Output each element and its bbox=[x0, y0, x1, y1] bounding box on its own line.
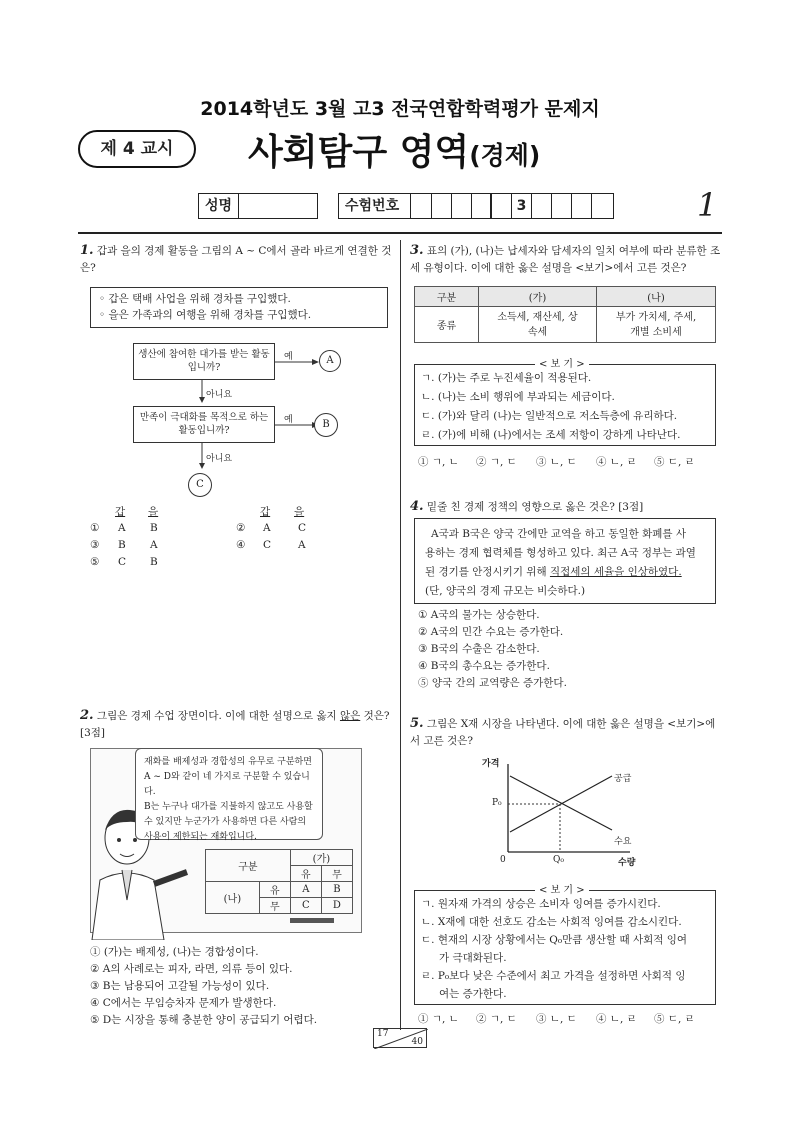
bubble-line: A ~ D와 같이 네 가지로 구분할 수 있습니다. bbox=[144, 772, 310, 797]
q2-goods-table bbox=[205, 849, 353, 914]
q3-tax-table bbox=[414, 286, 716, 343]
q5-bogi-box bbox=[414, 890, 716, 1005]
bubble-line: 재화를 배제성과 경합성의 유무로 구분하면 bbox=[144, 757, 312, 767]
subject-main: 사회탐구 영역 bbox=[248, 132, 470, 173]
q3-bogi-label: < 보 기 > bbox=[535, 355, 589, 370]
q5-option-1[interactable]: ① ㄱ, ㄴ bbox=[418, 1013, 459, 1025]
q5-p0-label: P₀ bbox=[492, 798, 502, 808]
name-field[interactable] bbox=[198, 193, 318, 219]
q2-table-cell: C bbox=[290, 898, 321, 914]
q1-number: 1. bbox=[80, 243, 94, 258]
q2-option-4[interactable]: ④ C에서는 무임승차자 문제가 발생한다. bbox=[90, 997, 277, 1009]
q1-option-5[interactable]: ⑤ bbox=[90, 556, 100, 568]
footer-total: 40 bbox=[411, 1037, 423, 1047]
q1-option-value: A bbox=[150, 539, 158, 551]
q5-demand-label: 수요 bbox=[614, 837, 632, 847]
bubble-line: 수 있지만 누군가가 사용하면 다른 사람의 bbox=[144, 817, 307, 827]
q3-na-items: 부가 가치세, 주세, 개별 소비세 bbox=[597, 307, 716, 343]
q3-th: 구분 bbox=[415, 287, 479, 307]
q2-number: 2. bbox=[80, 708, 94, 723]
q5-bogi-item: ㄹ. P₀보다 낮은 수준에서 최고 가격을 설정하면 사회적 잉 bbox=[421, 970, 686, 982]
q1-option-value: C bbox=[298, 522, 307, 534]
q4-option-3[interactable]: ③ B국의 수출은 감소한다. bbox=[418, 643, 540, 655]
q2-table-cell: D bbox=[321, 898, 352, 914]
q1-info-box bbox=[90, 287, 388, 328]
q1-flow-question-2: 만족이 극대화를 목적으로 하는 활동입니까? bbox=[133, 406, 275, 443]
q1-col-gap: 갑 bbox=[115, 506, 126, 518]
q1-no-label: 아니요 bbox=[206, 454, 233, 464]
q5-stem bbox=[410, 715, 722, 750]
q2-table-header: 구분 bbox=[206, 850, 291, 882]
q3-th: (가) bbox=[479, 287, 597, 307]
q3-text: 표의 (가), (나)는 납세자와 담세자의 일치 여부에 따라 분류한 조세 유형이다. 이에 대한 옳은 설명을 <보기>에서 고른 것은? bbox=[410, 245, 721, 274]
q3-option-1[interactable]: ① ㄱ, ㄴ bbox=[418, 456, 459, 468]
exam-number-label: 수험번호 bbox=[339, 194, 411, 218]
q5-option-5[interactable]: ⑤ ㄷ, ㄹ bbox=[654, 1013, 695, 1025]
q2-text: 것은? [3점] bbox=[80, 710, 390, 739]
q3-number: 3. bbox=[410, 243, 424, 258]
q1-node-a: A bbox=[319, 350, 341, 372]
q3-th: (나) bbox=[597, 287, 716, 307]
q5-q0-label: Q₀ bbox=[553, 855, 564, 865]
q1-option-value: B bbox=[150, 556, 158, 568]
exam-number-digit: 3 bbox=[512, 194, 532, 218]
q4-option-5[interactable]: ⑤ 양국 간의 교역량은 증가한다. bbox=[418, 677, 567, 689]
q2-option-2[interactable]: ② A의 사례로는 피자, 라면, 의류 등이 있다. bbox=[90, 963, 293, 975]
q2-table-cell: B bbox=[321, 882, 352, 898]
q5-ylabel: 가격 bbox=[482, 759, 500, 769]
q3-row-label: 종류 bbox=[415, 307, 479, 343]
q3-bogi-item: ㄷ. (가)와 달리 (나)는 일반적으로 저소득층에 유리하다. bbox=[421, 410, 678, 422]
subject-title bbox=[248, 124, 540, 175]
exam-number-field[interactable] bbox=[338, 193, 614, 219]
chalk-tray bbox=[290, 918, 334, 923]
q5-bogi-item: ㄷ. 현재의 시장 상황에서는 Q₀만큼 생산할 때 사회적 잉여 bbox=[421, 934, 688, 946]
q5-bogi-item: 여는 증가한다. bbox=[439, 988, 507, 1000]
q2-table-cell: 유 bbox=[259, 882, 290, 898]
q1-option-value: C bbox=[263, 539, 272, 551]
q5-text: 그림은 X재 시장을 나타낸다. 이에 대한 옳은 설명을 <보기>에서 고른 것은? bbox=[410, 718, 716, 747]
q2-text-underlined: 않은 bbox=[339, 710, 361, 722]
q2-speech-bubble bbox=[135, 748, 323, 840]
q4-stem bbox=[410, 498, 722, 516]
q3-bogi-box bbox=[414, 364, 716, 446]
q1-col-eul: 을 bbox=[148, 506, 159, 518]
q3-option-2[interactable]: ② ㄱ, ㄷ bbox=[476, 456, 517, 468]
q5-option-2[interactable]: ② ㄱ, ㄷ bbox=[476, 1013, 517, 1025]
q1-option-value: C bbox=[118, 556, 127, 568]
q5-number: 5. bbox=[410, 716, 424, 731]
q5-bogi-label: < 보 기 > bbox=[535, 881, 589, 896]
bubble-line: 사용이 제한되는 재화입니다. bbox=[144, 832, 257, 842]
q1-info-line: ◦ 갑은 택배 사업을 위해 경차를 구입했다. bbox=[99, 293, 291, 305]
q5-option-4[interactable]: ④ ㄴ, ㄹ bbox=[596, 1013, 637, 1025]
q4-passage-line: A국과 B국은 양국 간에만 교역을 하고 동일한 화폐를 사 bbox=[431, 528, 687, 540]
q4-passage-line: 된 경기를 안정시키기 위해 bbox=[425, 566, 550, 578]
q1-info-line: ◦ 을은 가족과의 여행을 위해 경차를 구입했다. bbox=[99, 309, 312, 321]
q1-yes-label: 예 bbox=[284, 352, 293, 362]
q1-stem bbox=[80, 242, 392, 277]
q2-option-3[interactable]: ③ B는 남용되어 고갈될 가능성이 있다. bbox=[90, 980, 270, 992]
q2-table-cell: A bbox=[290, 882, 321, 898]
q1-option-value: B bbox=[118, 539, 126, 551]
q1-col-eul: 을 bbox=[294, 506, 305, 518]
exam-title: 2014학년도 3월 고3 전국연합학력평가 문제지 bbox=[200, 98, 600, 120]
q1-option-2[interactable]: ② bbox=[236, 522, 246, 534]
q4-passage-line: 용하는 경제 협력체를 형성하고 있다. 최근 A국 정부는 과열 bbox=[425, 547, 696, 559]
q1-option-value: A bbox=[298, 539, 306, 551]
q1-option-value: A bbox=[118, 522, 126, 534]
q1-option-value: B bbox=[150, 522, 158, 534]
q5-bogi-item: ㄴ. X재에 대한 선호도 감소는 사회적 잉여를 감소시킨다. bbox=[421, 916, 682, 928]
footer-page: 17 bbox=[377, 1029, 389, 1039]
q1-no-label: 아니요 bbox=[206, 390, 233, 400]
column-divider bbox=[400, 240, 401, 1030]
q5-supply-label: 공급 bbox=[614, 774, 632, 784]
q2-table-na: (나) bbox=[206, 882, 260, 914]
q4-passage-box bbox=[414, 518, 716, 604]
q5-option-3[interactable]: ③ ㄴ, ㄷ bbox=[536, 1013, 577, 1025]
q1-flow-question-1: 생산에 참여한 대가를 받는 활동입니까? bbox=[133, 343, 275, 380]
q4-option-2[interactable]: ② A국의 민간 수요는 증가한다. bbox=[418, 626, 564, 638]
q1-option-4[interactable]: ④ bbox=[236, 539, 246, 551]
q5-bogi-item: ㄱ. 원자재 가격의 상승은 소비자 잉여를 증가시킨다. bbox=[421, 898, 661, 910]
q3-ga-items: 소득세, 재산세, 상속세 bbox=[479, 307, 597, 343]
q1-option-3[interactable]: ③ bbox=[90, 539, 100, 551]
q1-option-value: A bbox=[263, 522, 271, 534]
q5-bogi-item: 가 극대화된다. bbox=[439, 952, 507, 964]
q1-yes-label: 예 bbox=[284, 415, 293, 425]
q4-underlined-policy: 직접세의 세율을 인상하였다. bbox=[549, 566, 682, 578]
q3-bogi-item: ㄴ. (나)는 소비 행위에 부과되는 세금이다. bbox=[421, 391, 615, 403]
q2-table-cell: 유 bbox=[290, 866, 321, 882]
q2-option-5[interactable]: ⑤ D는 시장을 통해 충분한 양이 공급되기 어렵다. bbox=[90, 1014, 318, 1026]
q2-stem bbox=[80, 707, 392, 742]
q4-text: 밑줄 친 경제 정책의 영향으로 옳은 것은? [3점] bbox=[426, 501, 644, 513]
q1-node-b: B bbox=[314, 413, 338, 437]
q2-option-1[interactable]: ① (가)는 배제성, (나)는 경합성이다. bbox=[90, 946, 259, 958]
q2-table-cell: 무 bbox=[321, 866, 352, 882]
q3-option-3[interactable]: ③ ㄴ, ㄷ bbox=[536, 456, 577, 468]
q1-option-1[interactable]: ① bbox=[90, 522, 100, 534]
q1-node-c: C bbox=[188, 473, 212, 497]
q2-text: 그림은 경제 수업 장면이다. 이에 대한 설명으로 옳지 bbox=[96, 710, 340, 722]
q3-option-5[interactable]: ⑤ ㄷ, ㄹ bbox=[654, 456, 695, 468]
q3-bogi-item: ㄹ. (가)에 비해 (나)에서는 조세 저항이 강하게 나타난다. bbox=[421, 429, 681, 441]
q2-table-ga: (가) bbox=[290, 850, 352, 866]
q3-stem bbox=[410, 242, 722, 277]
header-rule bbox=[78, 232, 722, 234]
q2-table-cell: 무 bbox=[259, 898, 290, 914]
q4-number: 4. bbox=[410, 499, 424, 514]
page-number: 1 bbox=[697, 186, 718, 224]
q4-passage-line: (단, 양국의 경제 규모는 비슷하다.) bbox=[425, 585, 586, 597]
name-label: 성명 bbox=[199, 194, 239, 218]
q1-col-gap: 갑 bbox=[260, 506, 271, 518]
q3-bogi-item: ㄱ. (가)는 주로 누진세율이 적용된다. bbox=[421, 372, 592, 384]
bubble-line: B는 누구나 대가를 지불하지 않고도 사용할 bbox=[144, 802, 313, 812]
subject-sub: (경제) bbox=[469, 141, 541, 170]
q1-text: 갑과 을의 경제 활동을 그림의 A ~ C에서 골라 바르게 연결한 것은? bbox=[80, 245, 392, 274]
q4-option-4[interactable]: ④ B국의 총수요는 증가한다. bbox=[418, 660, 550, 672]
footer-page-box bbox=[373, 1028, 427, 1048]
period-badge: 제 4 교시 bbox=[78, 130, 196, 168]
q5-origin: 0 bbox=[500, 855, 506, 865]
q5-xlabel: 수량 bbox=[618, 858, 636, 868]
q3-option-4[interactable]: ④ ㄴ, ㄹ bbox=[596, 456, 637, 468]
q4-option-1[interactable]: ① A국의 물가는 상승한다. bbox=[418, 609, 540, 621]
